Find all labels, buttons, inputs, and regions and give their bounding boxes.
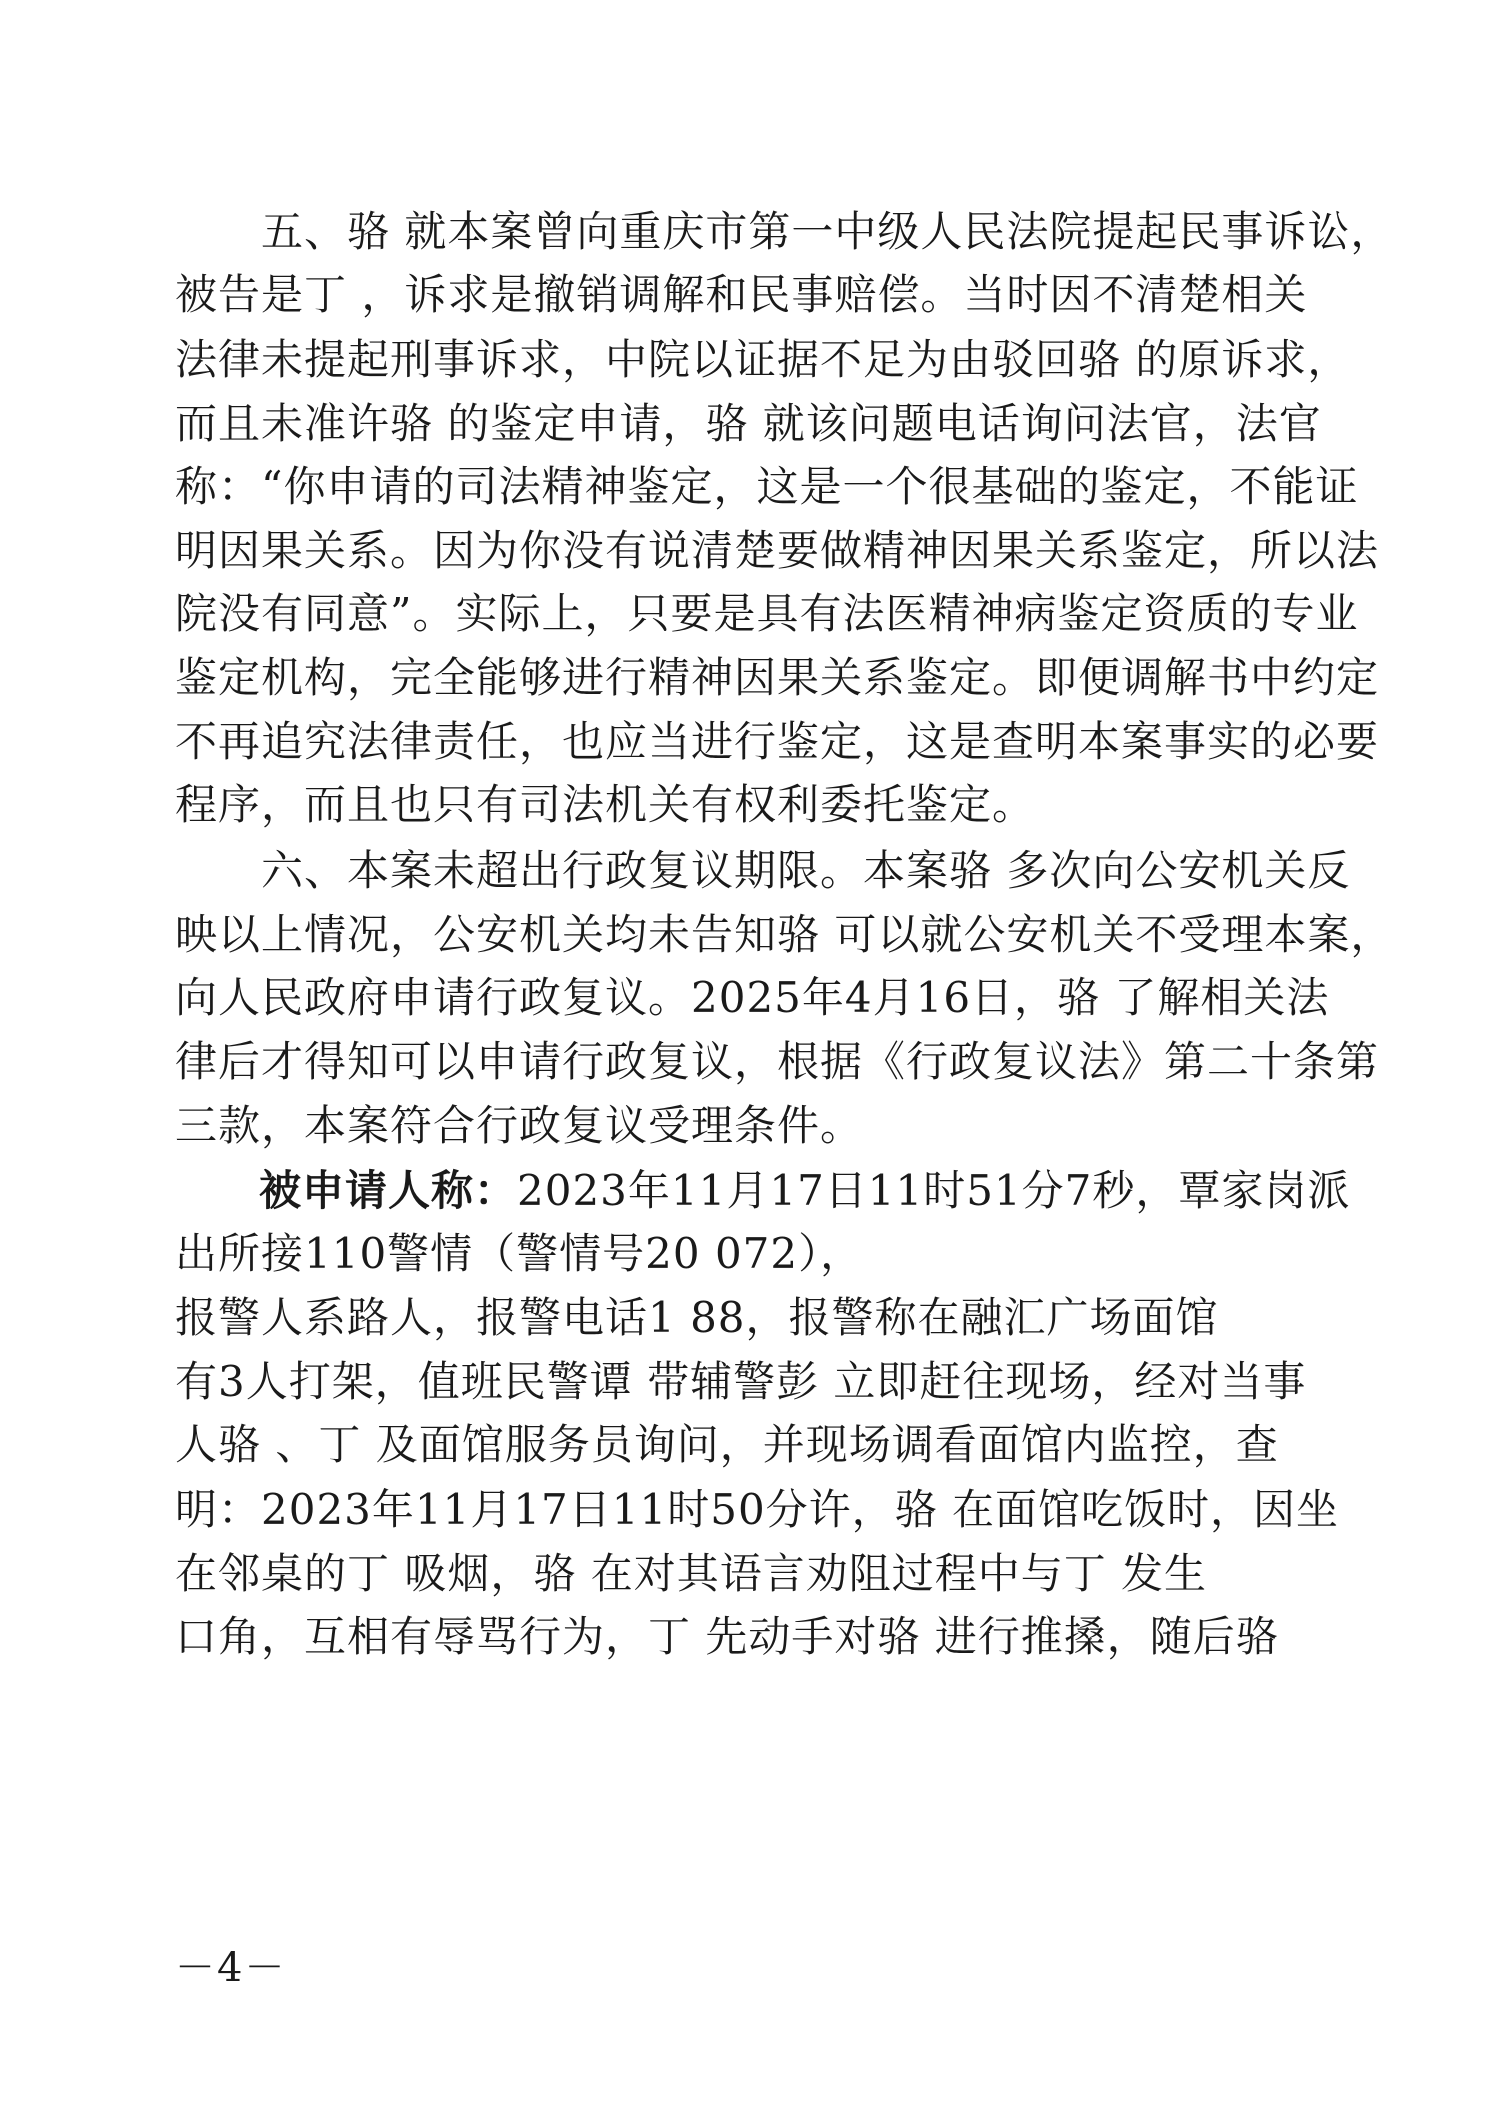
text-line: 院没有同意”。实际上，只要是具有法医精神病鉴定资质的专业 [175, 589, 1359, 638]
text-line: 五、骆 就本案曾向重庆市第一中级人民法院提起民事诉讼， [175, 207, 1394, 256]
text-line: 法律未提起刑事诉求，中院以证据不足为由驳回骆 的原诉求， [175, 335, 1351, 384]
text-line: 明：2023年11月17日11时50分许，骆 在面馆吃饭时，因坐 [175, 1485, 1340, 1534]
text-line: 有3人打架，值班民警谭 带辅警彭 立即赶往现场，经对当事 [175, 1357, 1307, 1406]
text-line: 六、本案未超出行政复议期限。本案骆 多次向公安机关反 [175, 846, 1351, 895]
text-line: 人骆 、丁 及面馆服务员询问，并现场调看面馆内监控，查 [175, 1420, 1279, 1469]
text-line: 映以上情况，公安机关均未告知骆 可以就公安机关不受理本案， [175, 910, 1394, 959]
text-line: 在邻桌的丁 吸烟，骆 在对其语言劝阻过程中与丁 发生 [175, 1549, 1208, 1598]
text-line: 而且未准许骆 的鉴定申请，骆 就该问题电话询问法官，法官 [175, 399, 1322, 448]
text-line: 向人民政府申请行政复议。2025年4月16日，骆 了解相关法 [175, 973, 1330, 1022]
respondent-label: 被申请人称： [259, 1166, 518, 1215]
text-line: 口角，互相有辱骂行为，丁 先动手对骆 进行推搡，随后骆 [175, 1612, 1279, 1661]
text-line: 明因果关系。因为你没有说清楚要做精神因果关系鉴定，所以法 [175, 526, 1380, 575]
text-line: 不再追究法律责任，也应当进行鉴定，这是查明本案事实的必要 [175, 717, 1380, 766]
text-line: 称：“你申请的司法精神鉴定，这是一个很基础的鉴定，不能证 [175, 462, 1359, 511]
text-line: 出所接110警情（警情号20 072）， [175, 1229, 864, 1278]
text-line: 程序，而且也只有司法机关有权利委托鉴定。 [175, 780, 1036, 829]
text-line: 三款，本案符合行政复议受理条件。 [175, 1101, 864, 1150]
text-line: 被告是丁 ，诉求是撤销调解和民事赔偿。当时因不清楚相关 [175, 270, 1308, 319]
text-line: 律后才得知可以申请行政复议，根据《行政复议法》第二十条第 [175, 1037, 1380, 1086]
respondent-text: 2023年11月17日11时51分7秒，覃家岗派 [517, 1166, 1351, 1215]
text-line: 鉴定机构，完全能够进行精神因果关系鉴定。即便调解书中约定 [175, 653, 1380, 702]
text-line: 报警人系路人，报警电话1 88，报警称在融汇广场面馆 [175, 1293, 1219, 1342]
page-number: －4－ [175, 1945, 287, 1991]
respondent-first-line [175, 1161, 1351, 1221]
